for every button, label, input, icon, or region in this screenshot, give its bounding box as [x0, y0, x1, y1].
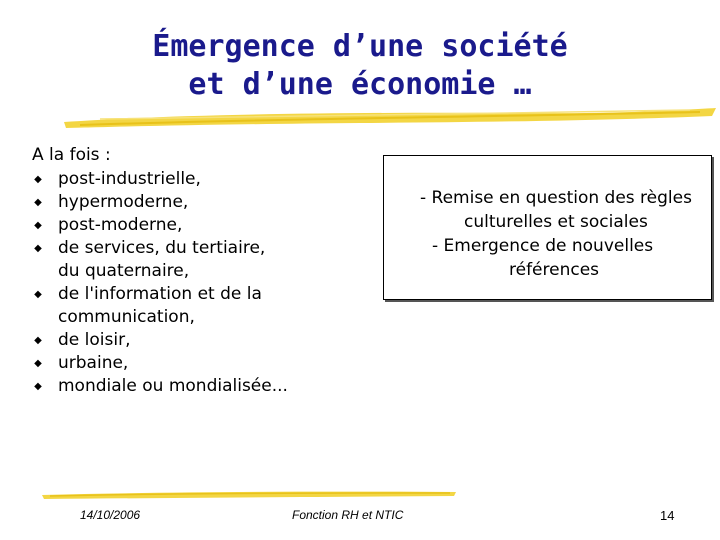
diamond-bullet-icon: ◆: [34, 335, 42, 346]
list-item-text: post-moderne,: [58, 215, 183, 235]
diamond-bullet-icon: ◆: [34, 220, 42, 231]
box-line-2: culturelles et sociales: [464, 212, 648, 232]
list-item: [30, 237, 360, 283]
box-line-4: références: [509, 260, 600, 280]
box-line-1: - Remise en question des règles: [420, 188, 692, 208]
footer-brush-line: [40, 487, 460, 501]
diamond-bullet-icon: ◆: [34, 381, 42, 392]
list-item-text: mondiale ou mondialisée...: [58, 376, 288, 396]
list-item: [30, 283, 360, 329]
title-line-1: Émergence d’une société: [152, 29, 568, 64]
list-item: [30, 375, 360, 398]
list-item-text-continued: communication,: [58, 307, 195, 327]
list-item: [30, 168, 360, 191]
slide-title: [60, 28, 660, 104]
diamond-bullet-icon: ◆: [34, 174, 42, 185]
diamond-bullet-icon: ◆: [34, 289, 42, 300]
intro-text: A la fois :: [32, 145, 111, 165]
list-item: [30, 214, 360, 237]
title-brush-underline: [60, 104, 720, 132]
diamond-bullet-icon: ◆: [34, 243, 42, 254]
list-item: [30, 329, 360, 352]
list-item-text: de l'information et de la: [58, 284, 262, 304]
title-line-2: et d’une économie …: [188, 67, 532, 102]
diamond-bullet-icon: ◆: [34, 358, 42, 369]
list-item: [30, 352, 360, 375]
list-item-text: hypermoderne,: [58, 192, 189, 212]
footer-date: 14/10/2006: [80, 508, 141, 522]
list-item-text-continued: du quaternaire,: [58, 261, 190, 281]
list-item-text: urbaine,: [58, 353, 129, 373]
box-line-3: - Emergence de nouvelles: [432, 236, 654, 256]
diamond-bullet-icon: ◆: [34, 197, 42, 208]
list-item-text: de services, du tertiaire,: [58, 238, 266, 258]
list-item-text: post-industrielle,: [58, 169, 201, 189]
text-box: [383, 155, 712, 300]
page-number: 14: [660, 508, 675, 523]
list-item: [30, 191, 360, 214]
bullet-list: [30, 168, 360, 398]
footer-center-text: Fonction RH et NTIC: [292, 508, 404, 522]
list-item-text: de loisir,: [58, 330, 131, 350]
